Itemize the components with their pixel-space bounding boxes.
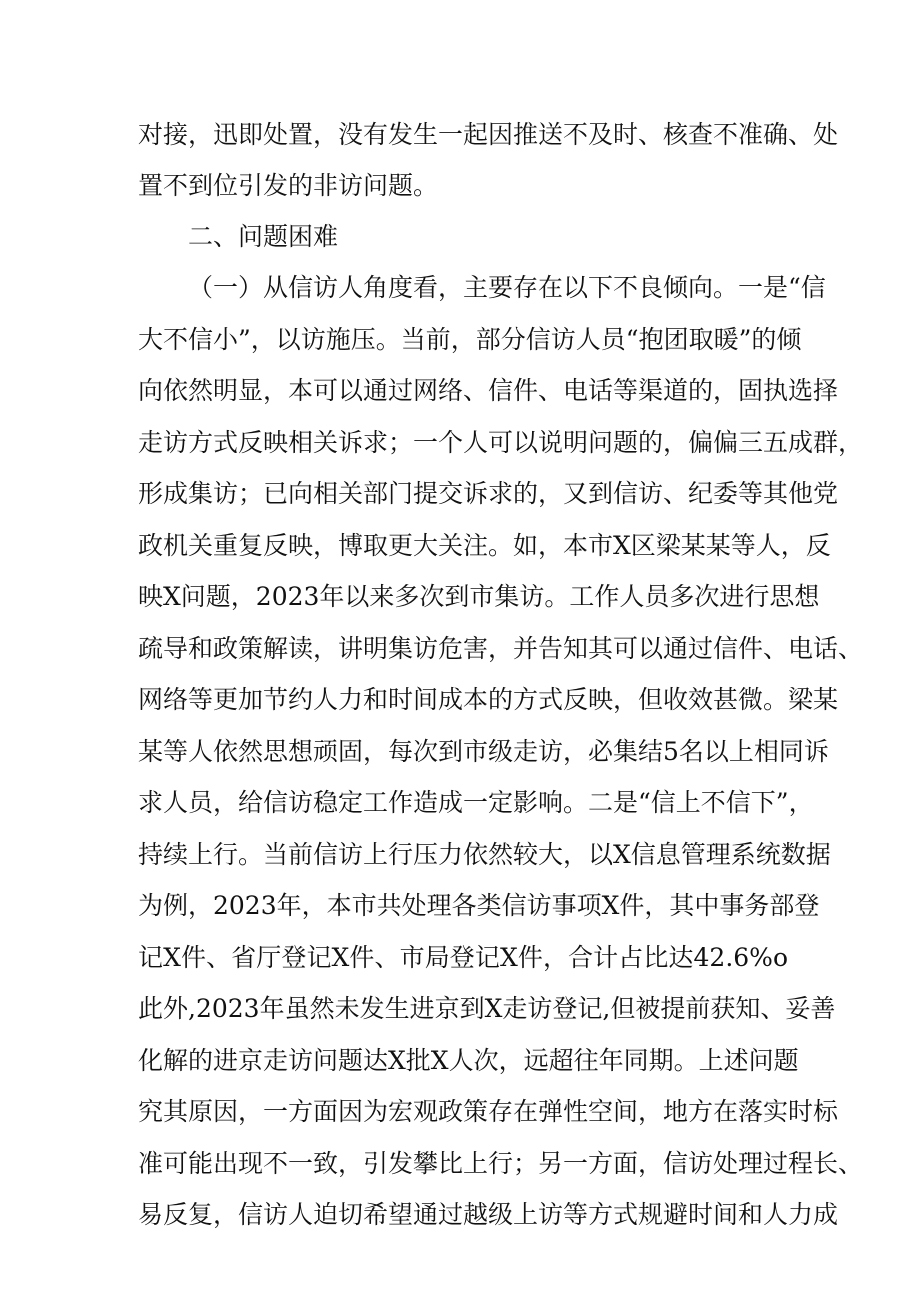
- paragraph-line-18: 准可能出现不一致，引发攀比上行；另一方面，信访处理过程长、: [138, 1149, 864, 1178]
- paragraph-line-9: 网络等更加节约人力和时间成本的方式反映，但收效甚微。梁某: [138, 685, 839, 714]
- intro-line-2: 置不到位引发的非访问题。: [138, 171, 439, 200]
- paragraph-line-12: 持续上行。当前信访上行压力依然较大，以X信息管理系统数据: [138, 840, 831, 869]
- paragraph-line-8: 疏导和政策解读，讲明集访危害，并告知其可以通过信件、电话、: [138, 634, 864, 663]
- section-heading: 二、问题困难: [188, 222, 339, 251]
- paragraph-line-10: 某等人依然思想顽固，每次到市级走访，必集结5名以上相同诉: [138, 737, 829, 766]
- paragraph-line-13: 为例，2023年，本市共处理各类信访事项X件，其中事务部登: [138, 891, 820, 920]
- paragraph-line-19: 易反复，信访人迫切希望通过越级上访等方式规避时间和人力成: [138, 1200, 839, 1229]
- paragraph-line-14: 记X件、省厅登记X件、市局登记X件，合计占比达42.6%o: [138, 943, 788, 972]
- paragraph-line-11: 求人员，给信访稳定工作造成一定影响。二是“信上不信下”，: [138, 788, 814, 817]
- paragraph-line-5: 形成集访；已向相关部门提交诉求的，又到信访、纪委等其他党: [138, 479, 839, 508]
- paragraph-line-7: 映X问题，2023年以来多次到市集访。工作人员多次进行思想: [138, 582, 820, 611]
- paragraph-line-17: 究其原因，一方面因为宏观政策存在弹性空间，地方在落实时标: [138, 1097, 839, 1126]
- paragraph-line-2: 大不信小”，以访施压。当前，部分信访人员“抱团取暖”的倾: [138, 325, 802, 354]
- paragraph-line-16: 化解的进京走访问题达X批X人次，远超往年同期。上述问题: [138, 1046, 799, 1075]
- paragraph-line-1: （一）从信访人角度看，主要存在以下不良倾向。一是“信: [188, 273, 826, 302]
- paragraph-line-15: 此外,2023年虽然未发生进京到X走访登记,但被提前获知、妥善: [138, 994, 836, 1023]
- paragraph-line-4: 走访方式反映相关诉求；一个人可以说明问题的，偏偏三五成群，: [138, 428, 864, 457]
- paragraph-line-3: 向依然明显，本可以通过网络、信件、电话等渠道的，固执选择: [138, 376, 839, 405]
- paragraph-line-6: 政机关重复反映，博取更大关注。如，本市X区梁某某等人，反: [138, 531, 831, 560]
- intro-line-1: 对接，迅即处置，没有发生一起因推送不及时、核查不准确、处: [138, 120, 839, 149]
